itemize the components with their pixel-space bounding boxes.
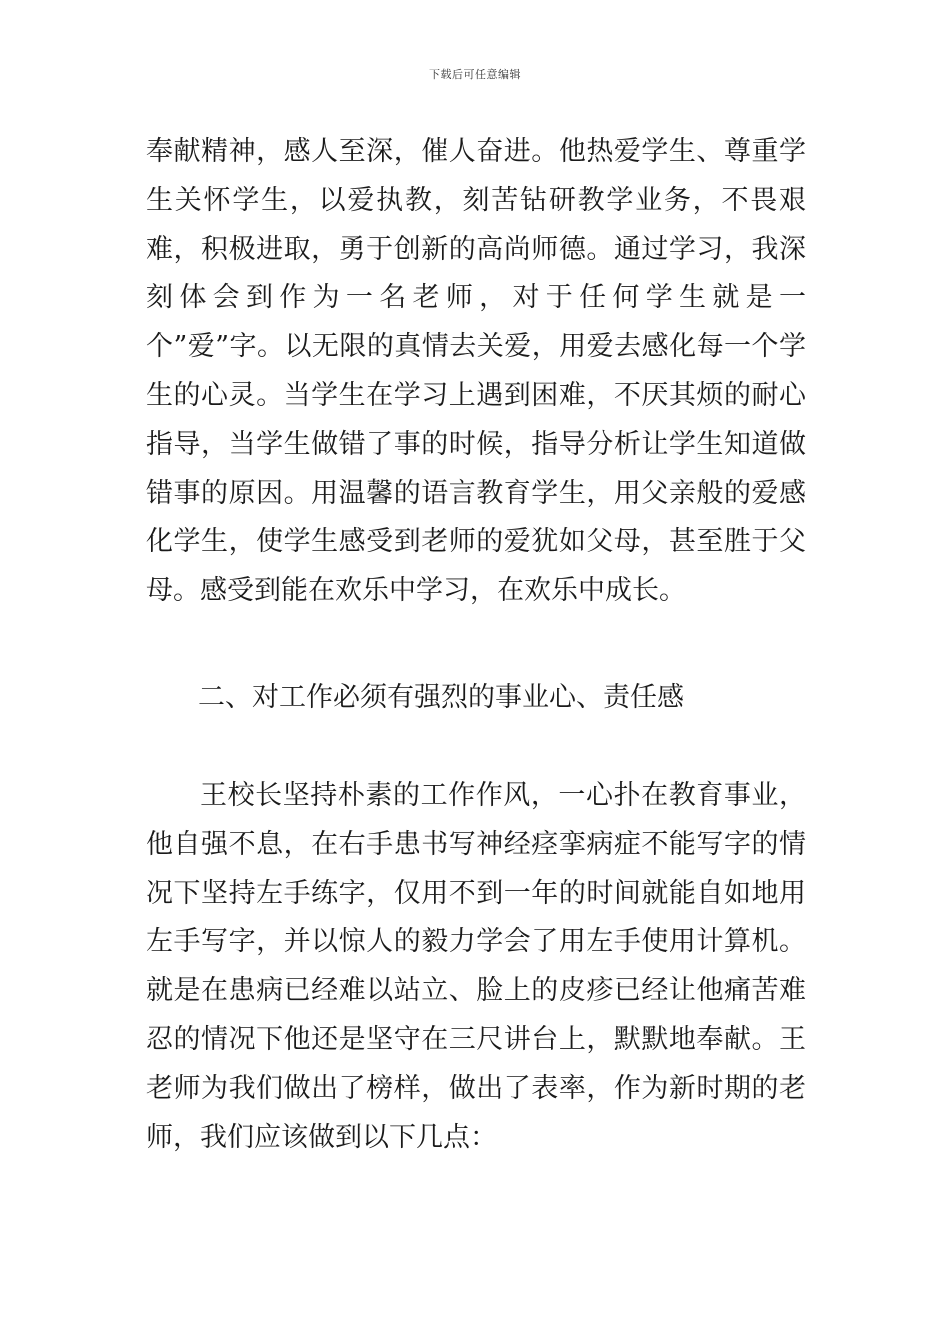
body-paragraph-2: 王校长坚持朴素的工作作风，一心扑在教育事业，他自强不息，在右手患书写神经痉挛病症不能写字的情况下坚持左手练字，仅用不到一年的时间就能自如地用左手写字，并以惊人的毅力学会了用左手使用计算机。就是在患病已经难以站立、脸上的皮疹已经让他痛苦难忍的情况下他还是坚守在三尺讲台上，默默地奉献。王老师为我们做出了榜样，做出了表率，作为新时期的老师，我们应该做到以下几点： — [146, 780, 806, 1153]
header-note: 下载后可任意编辑 — [429, 68, 521, 81]
body-paragraph-1: 奉献精神，感人至深，催人奋进。他热爱学生、尊重学生关怀学生，以爱执教，刻苦钻研教学业务，不畏艰难，积极进取，勇于创新的高尚师德。通过学习，我深刻体会到作为一名老师，对于任何学生就是一个”爱”字。以无限的真情去关爱，用爱去感化每一个学生的心灵。当学生在学习上遇到困难，不厌其烦的耐心指导，当学生做错了事的时候，指导分析让学生知道做错事的原因。用温馨的语言教育学生，用父亲般的爱感化学生，使学生感受到老师的爱犹如父母，甚至胜于父母。感受到能在欢乐中学习，在欢乐中成长。 — [146, 136, 806, 607]
section-heading: 二、对工作必须有强烈的事业心、责任感 — [198, 682, 684, 713]
